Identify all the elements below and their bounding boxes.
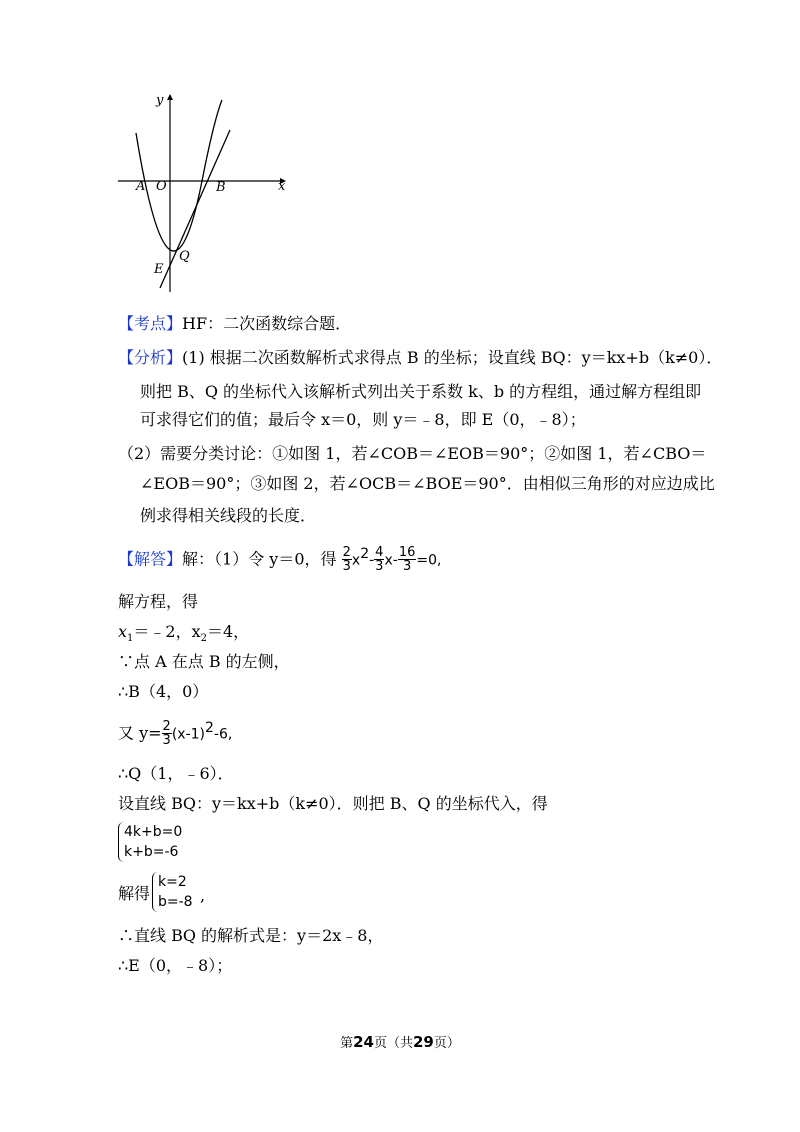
step-point-q: ∴Q（1，﹣6）．	[118, 764, 234, 783]
equation-system-1: 4k+b=0 k+b=-6	[118, 822, 182, 862]
eq-end: =0,	[416, 552, 442, 569]
parabola-curve	[136, 100, 222, 251]
label-q: Q	[179, 249, 190, 264]
fenxi-line-6: 例求得相关线段的长度．	[140, 506, 317, 525]
label-o: O	[156, 179, 167, 194]
fenxi-line-3: 可求得它们的值；最后令 x＝0，则 y＝﹣8，即 E（0，﹣8）；	[140, 410, 586, 429]
step-vertex-form: 又 y= $\frac{2}{3}$ $(x-1)^2-6$,	[118, 719, 233, 749]
parabola-figure	[118, 92, 290, 296]
page-footer: 第24页（共29页）	[340, 1033, 460, 1051]
jieda-bracket: 【解答】	[118, 549, 183, 569]
step-solve-system-label: 解得	[118, 884, 151, 903]
step-roots: $x_1=﹣2$，$x_2=4$，	[118, 622, 250, 645]
page-total: 29	[413, 1033, 434, 1051]
fenxi-line-4: （2）需要分类讨论：①如图 1，若∠COB＝∠EOB＝90°；②如图 1，若∠CBO＝	[118, 444, 707, 463]
fraction-2-3-b: $\frac{2}{3}$	[162, 719, 171, 749]
fenxi-line-1	[118, 346, 722, 370]
y-axis-arrow	[167, 94, 173, 100]
eq-x-squared: x	[351, 552, 361, 569]
step-solve-equation: 解方程，得	[118, 592, 199, 611]
label-y: y	[156, 93, 164, 108]
fenxi-text-1: (1) 根据二次函数解析式求得点 B 的坐标；设直线 BQ：y＝kx+b（k≠0）．	[182, 348, 723, 367]
step-line-bq: 设直线 BQ：y＝kx+b（k≠0）．则把 B、Q 的坐标代入，得	[118, 794, 548, 813]
step-line-equation: ∴直线 BQ 的解析式是：y＝2x﹣8，	[118, 926, 384, 945]
label-a: A	[136, 179, 146, 194]
kaodian-line	[118, 312, 351, 336]
page-number: 24	[353, 1033, 374, 1051]
jieda-line	[118, 542, 441, 573]
kaodian-bracket: 【考点】	[118, 314, 183, 333]
step-point-a-left: ∵点 A 在点 B 的左侧，	[118, 652, 290, 671]
eq-minus: -	[369, 552, 375, 569]
fraction-4-3: $\frac{4}{3}$	[375, 545, 384, 575]
equation-system-2: k=2 b=-8	[152, 872, 193, 912]
fraction-2-3: $\frac{2}{3}$	[342, 545, 351, 575]
eq-minus-2: -	[392, 552, 398, 569]
fenxi-line-5: ∠EOB＝90°；③如图 2，若∠OCB＝∠BOE＝90°．由相似三角形的对应边成比	[140, 474, 715, 493]
fraction-16-3: $\frac{16}{3}$	[398, 545, 416, 575]
kaodian-text: HF：二次函数综合题．	[182, 314, 352, 333]
step-point-b: ∴B（4，0）	[118, 682, 209, 701]
eq-sup-2: 2	[360, 546, 370, 562]
label-e: E	[154, 262, 164, 277]
label-b: B	[216, 180, 226, 195]
label-x: x	[278, 179, 286, 194]
fenxi-bracket: 【分析】	[118, 348, 183, 367]
step-solve-system-end: ,	[200, 886, 206, 905]
jieda-intro: 解：（1）令 y＝0，得	[182, 549, 337, 569]
eq-x: x	[384, 552, 393, 569]
fenxi-line-2: 则把 B、Q 的坐标代入该解析式列出关于系数 k、b 的方程组，通过解方程组即	[140, 382, 702, 401]
step-point-e: ∴E（0，﹣8）；	[118, 956, 233, 975]
